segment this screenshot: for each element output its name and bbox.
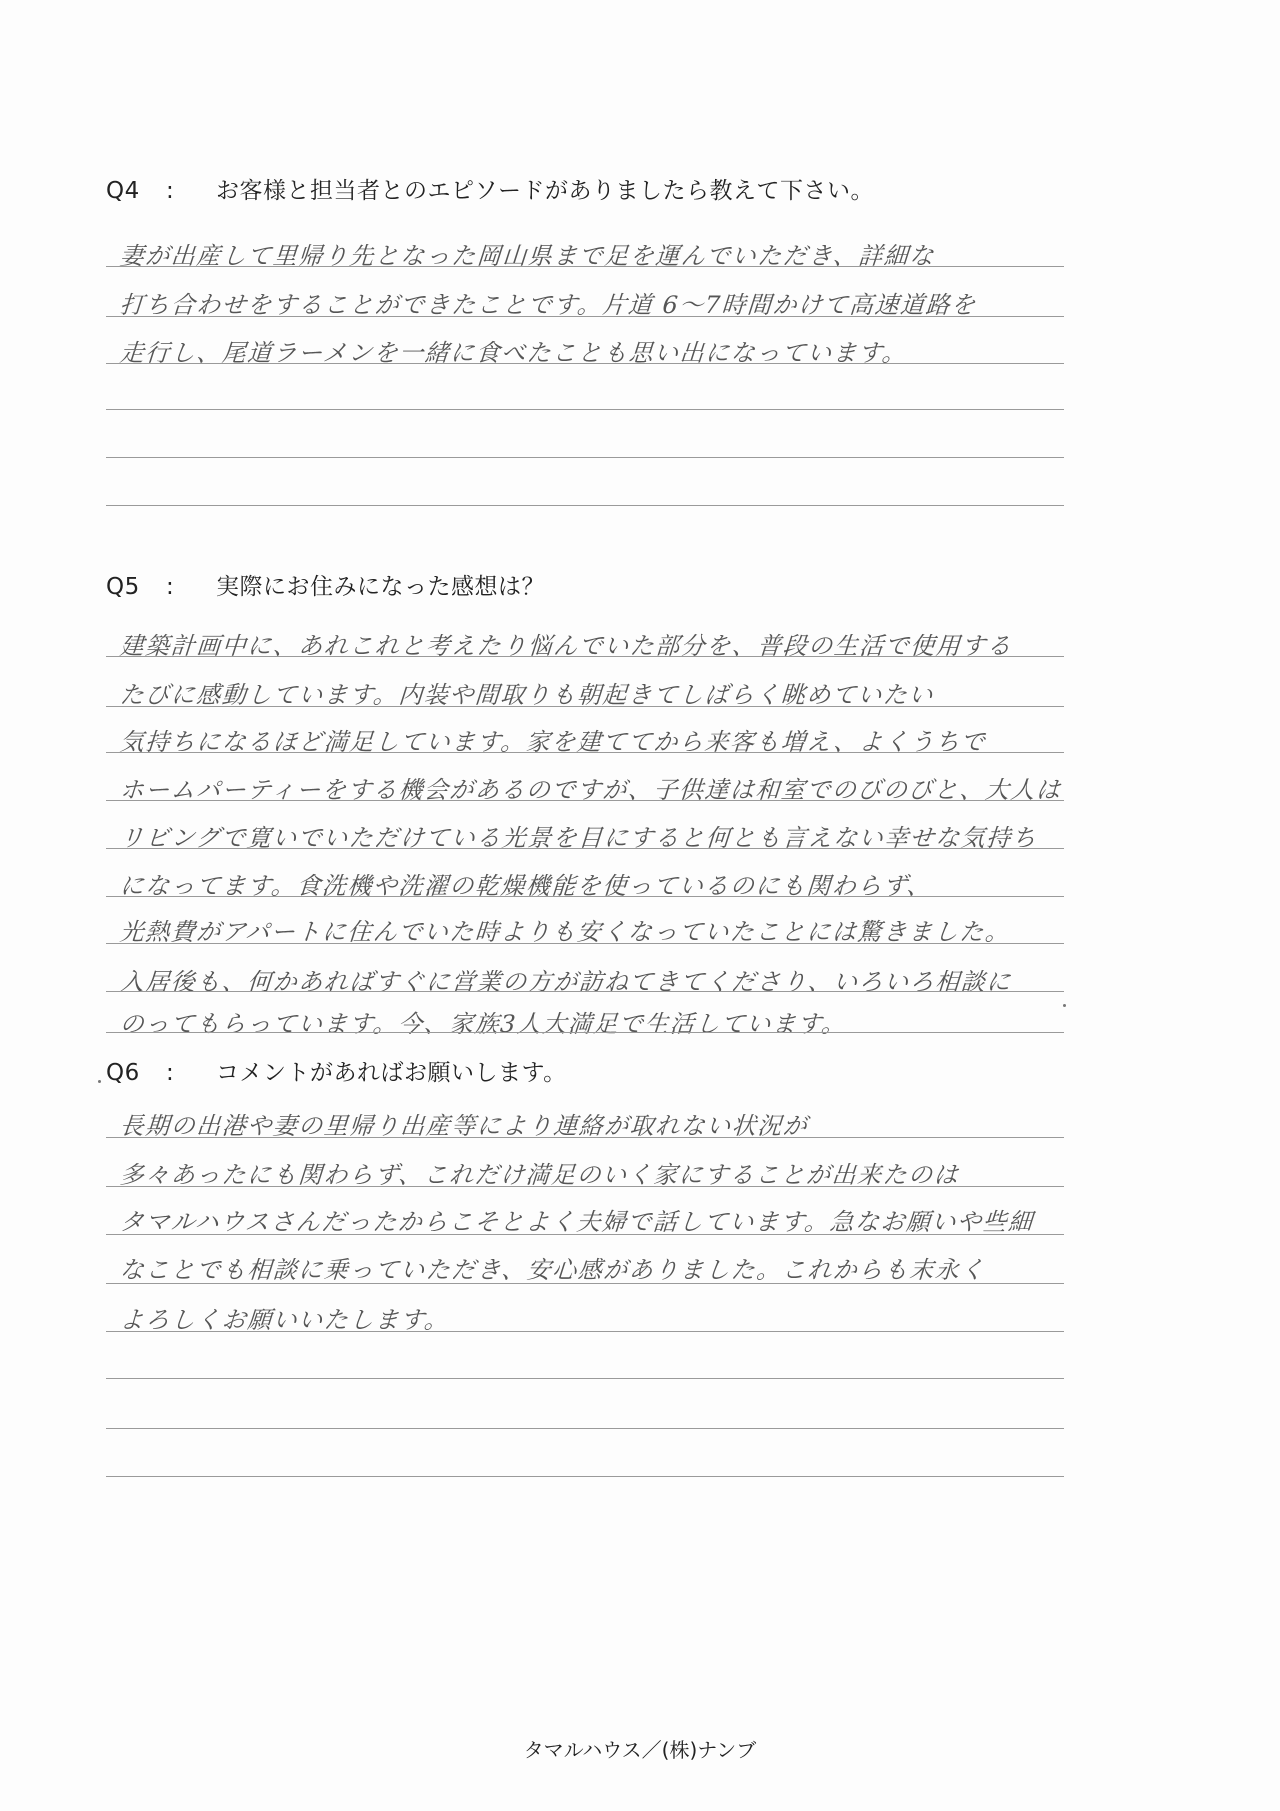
ruled-line	[106, 943, 1064, 944]
q5-heading	[106, 568, 545, 601]
ruled-line	[106, 800, 1064, 801]
q5-answer-line: 入居後も、何かあればすぐに営業の方が訪ねてきてくださり、いろいろ相談に	[118, 968, 1013, 996]
q5-colon: :	[166, 574, 175, 600]
q5-answer-line: 光熱費がアパートに住んでいた時よりも安くなっていたことには驚きました。	[118, 918, 1012, 946]
q5-question: 実際にお住みになった感想は？	[216, 574, 545, 600]
ruled-line	[106, 1283, 1064, 1284]
q6-answer-line: タマルハウスさんだったからこそとよく夫婦で話しています。急なお願いや些細	[118, 1208, 1035, 1236]
ruled-line	[106, 1032, 1064, 1033]
q4-number: Q4	[106, 178, 140, 204]
ruled-line	[106, 1428, 1064, 1429]
q6-answer-line: よろしくお願いいたします。	[118, 1306, 451, 1334]
q6-answer-line: 長期の出港や妻の里帰り出産等により連絡が取れない状況が	[118, 1112, 810, 1140]
ruled-line	[106, 1331, 1064, 1332]
q4-answer-line: 走行し、尾道ラーメンを一緒に食べたことも思い出になっています。	[118, 339, 909, 367]
q5-answer-line: のってもらっています。今、家族3人大満足で生活しています。	[118, 1010, 848, 1038]
ruled-line	[106, 1137, 1064, 1138]
q5-number: Q5	[106, 574, 140, 600]
ruled-line	[106, 656, 1064, 657]
footer-company: タマルハウス／(株)ナンブ	[523, 1738, 757, 1762]
ruled-line	[106, 991, 1064, 992]
ruled-line	[106, 363, 1064, 364]
q5-answer-line: 建築計画中に、あれこれと考えたり悩んでいた部分を、普段の生活で使用する	[118, 632, 1014, 660]
scan-speck	[1063, 1004, 1066, 1007]
ruled-line	[106, 316, 1064, 317]
scan-speck	[98, 1080, 101, 1083]
q4-answer-line: 妻が出産して里帰り先となった岡山県まで足を運んでいただき、詳細な	[118, 242, 936, 270]
ruled-line	[106, 505, 1064, 506]
q4-heading	[106, 172, 874, 205]
q4-question: お客様と担当者とのエピソードがありましたら教えて下さい。	[216, 178, 874, 204]
ruled-line	[106, 1378, 1064, 1379]
ruled-line	[106, 706, 1064, 707]
q4-answer-line: 打ち合わせをすることができたことです。片道 6～7時間かけて高速道路を	[118, 291, 978, 319]
q5-answer-line: リビングで寛いでいただけている光景を目にすると何とも言えない幸せな気持ち	[118, 824, 1039, 852]
q5-answer-line: 気持ちになるほど満足しています。家を建ててから来客も増え、よくうちで	[118, 728, 988, 756]
ruled-line	[106, 848, 1064, 849]
q6-number: Q6	[106, 1060, 140, 1086]
q6-heading	[106, 1054, 567, 1087]
ruled-line	[106, 1186, 1064, 1187]
q6-answer-line: 多々あったにも関わらず、これだけ満足のいく家にすることが出来たのは	[118, 1161, 961, 1189]
ruled-line	[106, 266, 1064, 267]
q6-question: コメントがあればお願いします。	[216, 1060, 567, 1086]
q6-answer-line: なことでも相談に乗っていただき、安心感がありました。これからも末永く	[118, 1256, 987, 1284]
q5-answer-line: になってます。食洗機や洗濯の乾燥機能を使っているのにも関わらず、	[118, 872, 933, 900]
q6-colon: :	[166, 1060, 175, 1086]
ruled-line	[106, 457, 1064, 458]
ruled-line	[106, 1476, 1064, 1477]
q5-answer-line: ホームパーティーをする機会があるのですが、子供達は和室でのびのびと、大人は	[118, 776, 1063, 804]
ruled-line	[106, 409, 1064, 410]
ruled-line	[106, 752, 1064, 753]
ruled-line	[106, 896, 1064, 897]
q4-colon: :	[166, 178, 175, 204]
ruled-line	[106, 1234, 1064, 1235]
q5-answer-line: たびに感動しています。内装や間取りも朝起きてしばらく眺めていたい	[118, 681, 935, 709]
